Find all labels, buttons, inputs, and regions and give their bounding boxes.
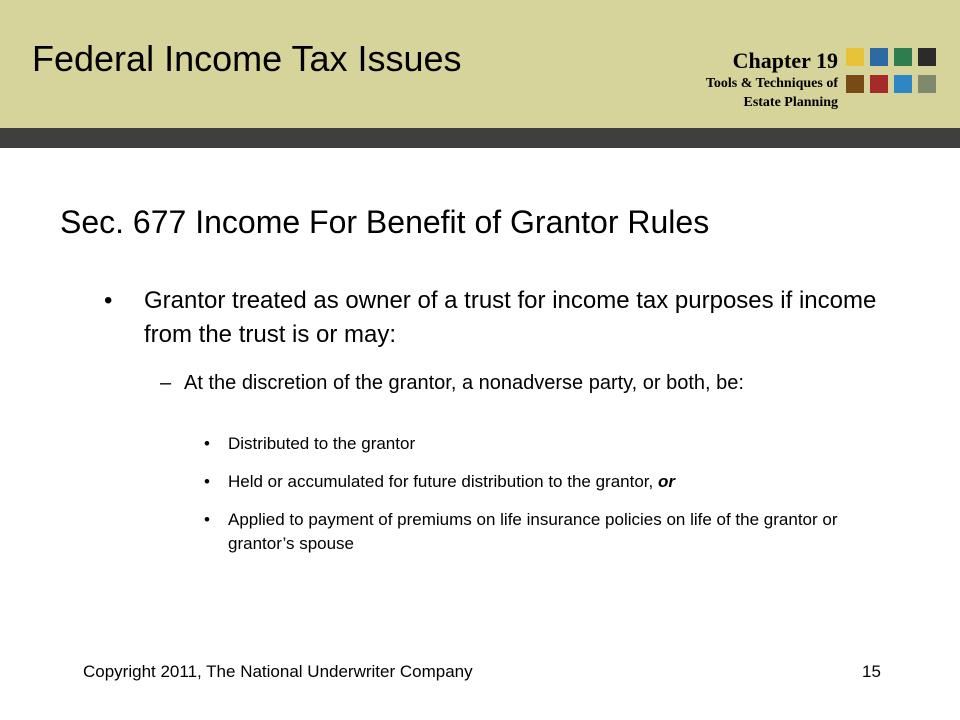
deck-title: Federal Income Tax Issues (32, 38, 462, 79)
bullet-level-2 (160, 370, 900, 397)
header-band (0, 0, 960, 128)
decorative-square (894, 75, 912, 93)
bullet-level-3-text: Distributed to the grantor (228, 434, 416, 453)
slide-title: Sec. 677 Income For Benefit of Grantor Rules (60, 204, 710, 240)
bullet-dot: • (204, 472, 210, 491)
chapter-subtitle-line-1: Tools & Techniques of (705, 76, 838, 91)
bullet-dot: • (204, 510, 210, 529)
bullet-level-2-text: At the discretion of the grantor, a nonadverse party, or both, be: (184, 372, 744, 394)
bullet-level-3-item (204, 508, 884, 556)
header-divider-bar (0, 128, 960, 148)
bullet-dot: • (104, 287, 113, 314)
footer-copyright: Copyright 2011, The National Underwriter Company (83, 662, 473, 681)
bullet-level-3-emphasis: or (657, 472, 675, 491)
chapter-label: Chapter 19 (732, 48, 838, 73)
bullet-level-1 (104, 284, 884, 352)
bullet-level-1-text: Grantor treated as owner of a trust for income tax purposes if income from the trust is or may: (144, 287, 877, 348)
decorative-square (918, 75, 936, 93)
decorative-squares (846, 48, 942, 96)
bullet-dot: • (204, 434, 210, 453)
decorative-square (918, 48, 936, 66)
chapter-subtitle-line-2: Estate Planning (743, 95, 838, 110)
slide-number: 15 (862, 662, 881, 681)
bullet-level-3-text (228, 470, 884, 494)
bullet-dash: – (160, 372, 172, 394)
decorative-square (894, 48, 912, 66)
decorative-square (870, 48, 888, 66)
bullet-level-3-text: Applied to payment of premiums on life insurance policies on life of the grantor or grantor’s spouse (228, 510, 838, 553)
decorative-square (846, 75, 864, 93)
decorative-square (870, 75, 888, 93)
bullet-level-3-text-main: Held or accumulated for future distribution to the grantor, (228, 472, 658, 491)
chapter-block (706, 48, 838, 112)
bullet-level-3-item (204, 470, 884, 494)
decorative-square (846, 48, 864, 66)
bullet-level-3-item (204, 432, 884, 456)
